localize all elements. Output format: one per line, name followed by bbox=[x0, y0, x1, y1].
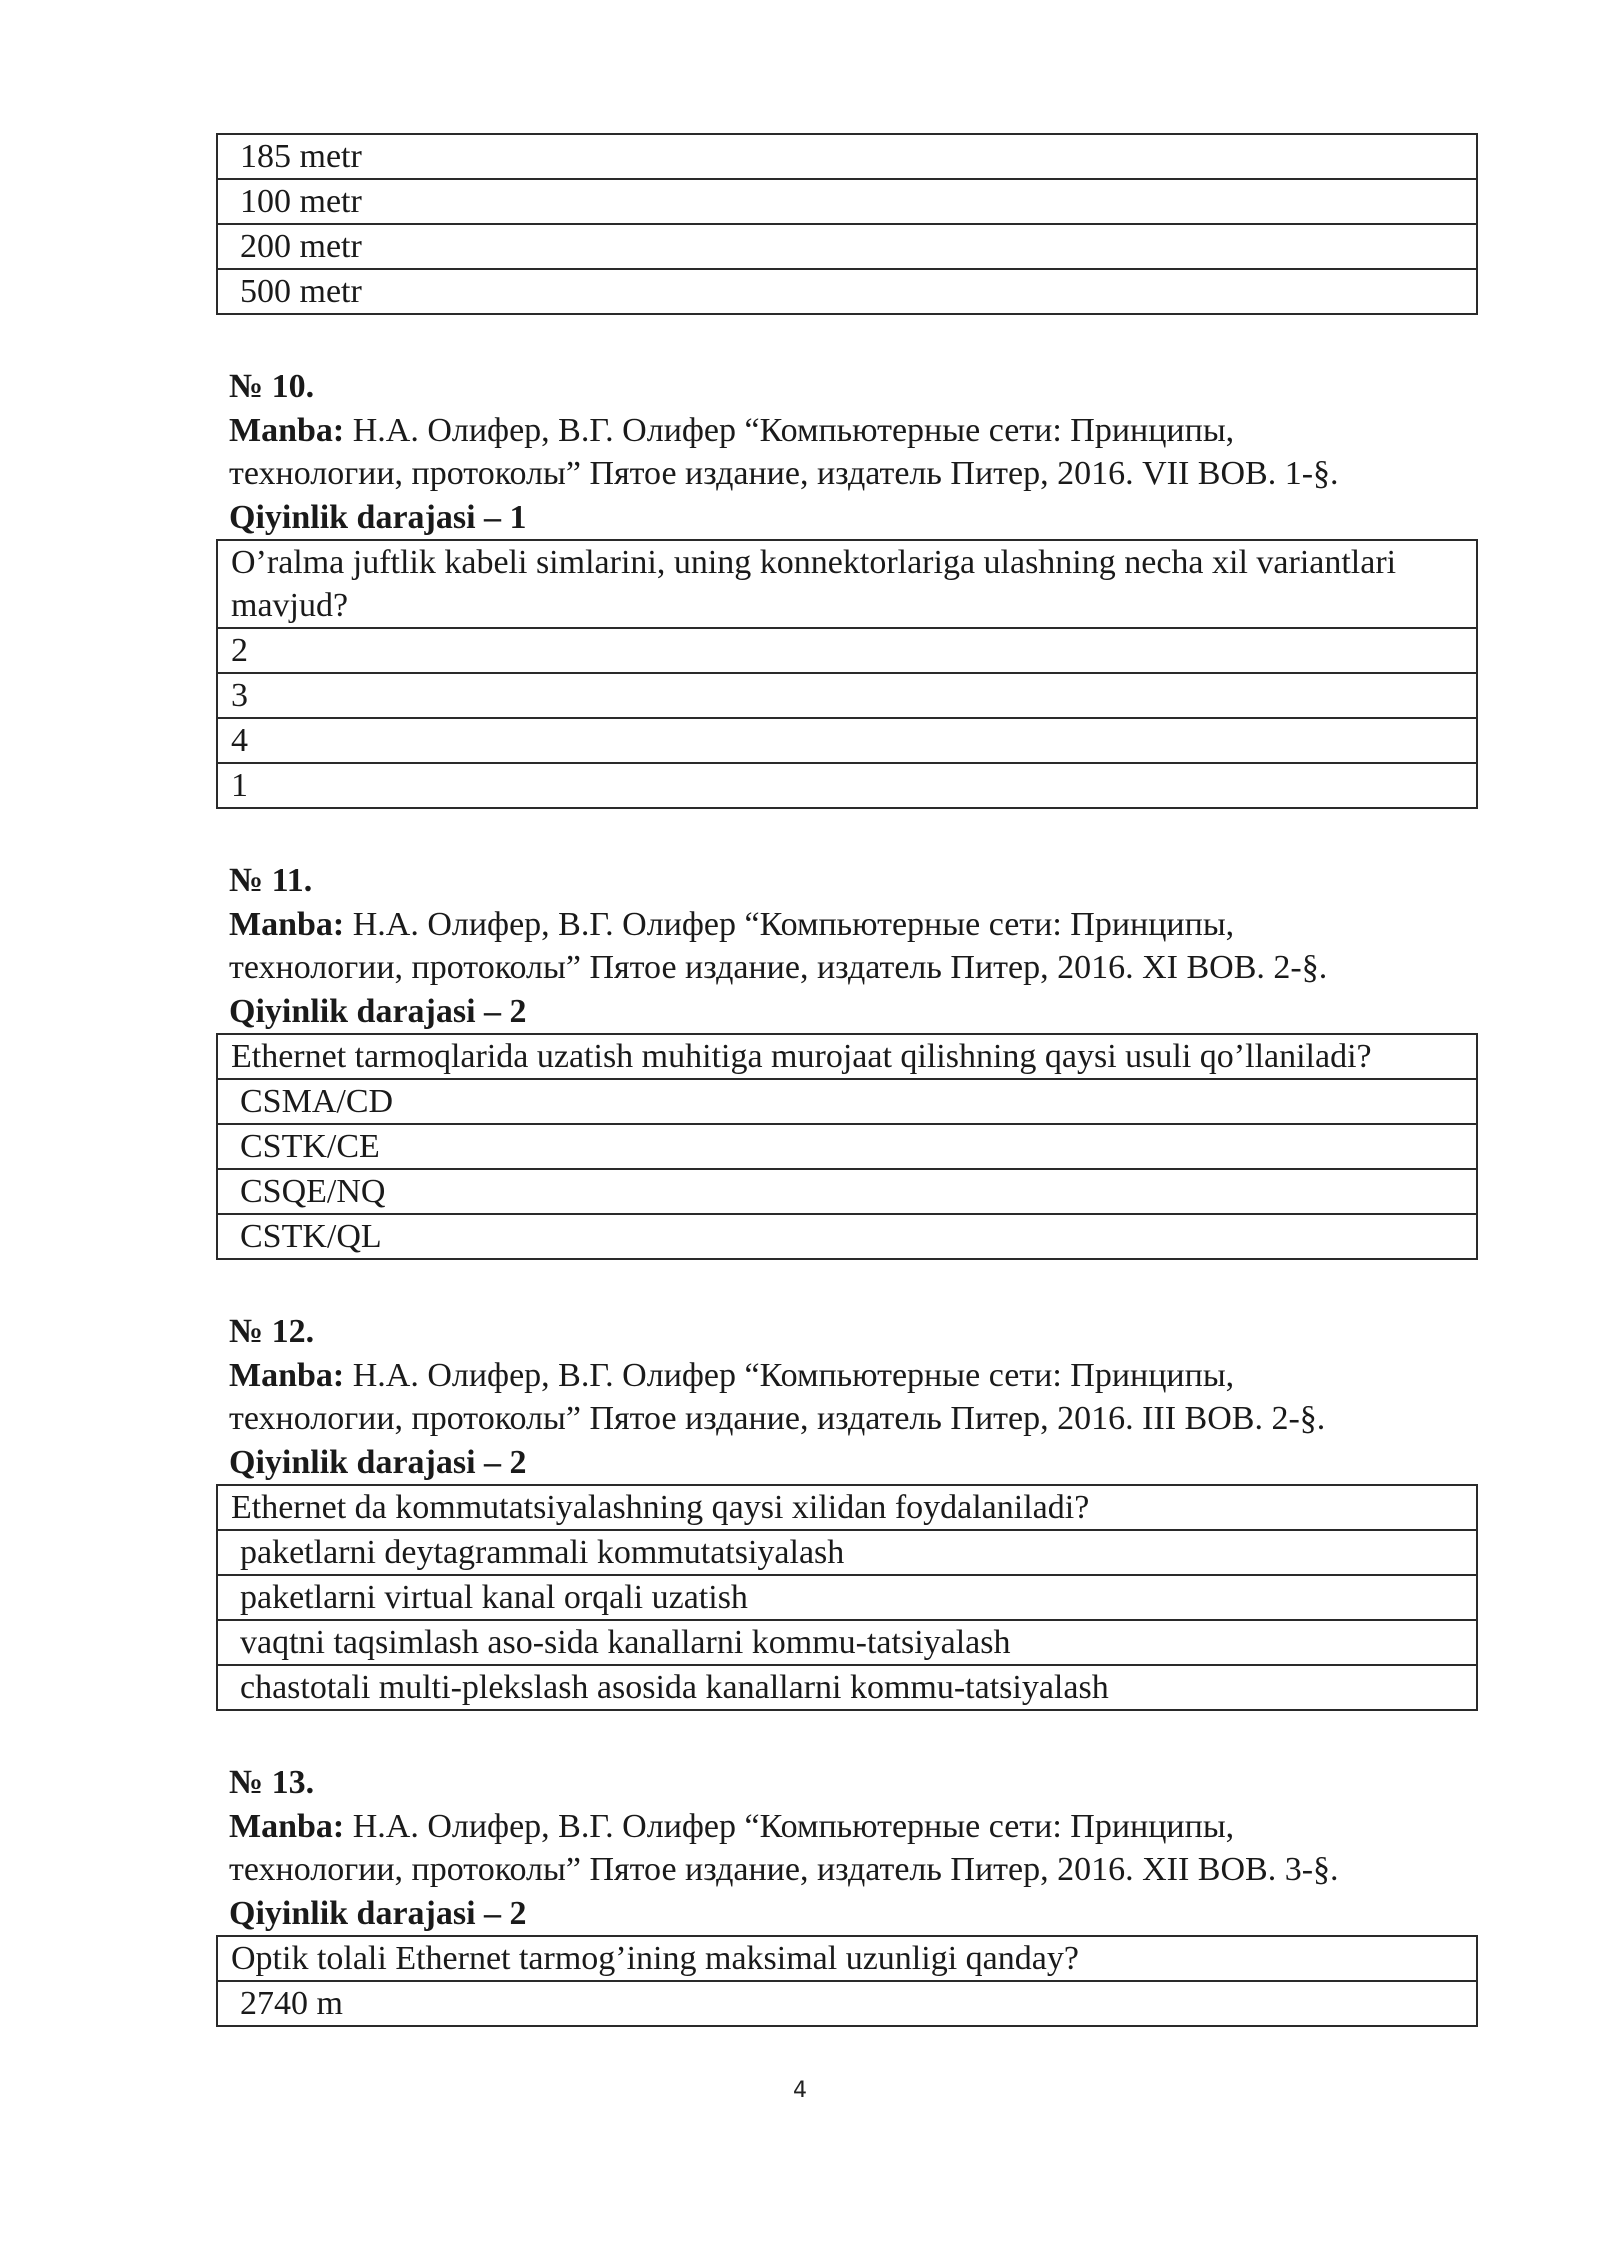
option-row bbox=[217, 763, 1477, 808]
question-table bbox=[216, 1484, 1478, 1711]
option-row bbox=[217, 1169, 1477, 1214]
option-row bbox=[217, 1575, 1477, 1620]
source-line bbox=[216, 409, 1478, 453]
option-cell: 500 metr bbox=[217, 269, 1477, 314]
option-row bbox=[217, 134, 1477, 179]
question-row bbox=[217, 540, 1477, 628]
option-cell: 185 metr bbox=[217, 134, 1477, 179]
option-row bbox=[217, 1124, 1477, 1169]
difficulty-level: Qiyinlik darajasi – 2 bbox=[229, 992, 527, 1030]
option-row bbox=[217, 718, 1477, 763]
option-cell: 100 metr bbox=[217, 179, 1477, 224]
question-text: O’ralma juftlik kabeli simlarini, uning konnektorlariga ulashning necha xil variantlari mavjud? bbox=[217, 540, 1477, 628]
question-number: № 13. bbox=[229, 1764, 315, 1801]
question-block-11 bbox=[216, 859, 1478, 1260]
source-line-continued: технологии, протоколы” Пятое издание, издатель Питер, 2016. III BOB. 2-§. bbox=[229, 1400, 1326, 1437]
question-text: Ethernet da kommutatsiyalashning qaysi xilidan foydalaniladi? bbox=[217, 1485, 1477, 1530]
option-cell: paketlarni deytagrammali kommutatsiyalash bbox=[217, 1530, 1477, 1575]
option-row bbox=[217, 1620, 1477, 1665]
question-table bbox=[216, 1935, 1478, 2027]
option-row bbox=[217, 1079, 1477, 1124]
question-block-10 bbox=[216, 365, 1478, 809]
option-cell: 3 bbox=[217, 673, 1477, 718]
option-cell: paketlarni virtual kanal orqali uzatish bbox=[217, 1575, 1477, 1620]
source-text: Н.А. Олифер, В.Г. Олифер “Компьютерные сети: Принципы, bbox=[352, 1356, 1235, 1394]
source-text: Н.А. Олифер, В.Г. Олифер “Компьютерные сети: Принципы, bbox=[352, 905, 1235, 943]
page-number: 4 bbox=[793, 2078, 807, 2103]
option-cell: 2 bbox=[217, 628, 1477, 673]
question-block-12 bbox=[216, 1310, 1478, 1711]
source-label: Manba: bbox=[229, 1807, 345, 1845]
options-table-previous bbox=[216, 133, 1478, 315]
question-block-13 bbox=[216, 1761, 1478, 2027]
question-row bbox=[217, 1936, 1477, 1981]
source-label: Manba: bbox=[229, 1356, 345, 1394]
option-row bbox=[217, 1530, 1477, 1575]
option-cell: CSTK/QL bbox=[217, 1214, 1477, 1259]
question-number: № 12. bbox=[229, 1313, 315, 1350]
option-cell: 4 bbox=[217, 718, 1477, 763]
source-text: Н.А. Олифер, В.Г. Олифер “Компьютерные сети: Принципы, bbox=[352, 411, 1235, 449]
source-label: Manba: bbox=[229, 411, 345, 449]
option-row bbox=[217, 224, 1477, 269]
question-text: Optik tolali Ethernet tarmog’ining maksimal uzunligi qanday? bbox=[217, 1936, 1477, 1981]
option-row bbox=[217, 1665, 1477, 1710]
option-row bbox=[217, 1981, 1477, 2026]
question-text: Ethernet tarmoqlarida uzatish muhitiga murojaat qilishning qaysi usuli qo’llaniladi? bbox=[217, 1034, 1477, 1079]
difficulty-level: Qiyinlik darajasi – 2 bbox=[229, 1443, 527, 1481]
option-row bbox=[217, 628, 1477, 673]
option-cell: vaqtni taqsimlash aso-sida kanallarni kommu-tatsiyalash bbox=[217, 1620, 1477, 1665]
question-number: № 10. bbox=[229, 368, 315, 405]
question-row bbox=[217, 1034, 1477, 1079]
difficulty-level: Qiyinlik darajasi – 2 bbox=[229, 1894, 527, 1932]
question-number: № 11. bbox=[229, 862, 313, 899]
source-label: Manba: bbox=[229, 905, 345, 943]
option-row bbox=[217, 269, 1477, 314]
question-table bbox=[216, 539, 1478, 809]
source-line-continued: технологии, протоколы” Пятое издание, издатель Питер, 2016. VII BOB. 1-§. bbox=[229, 455, 1339, 492]
option-cell: CSTK/CE bbox=[217, 1124, 1477, 1169]
option-cell: CSMA/CD bbox=[217, 1079, 1477, 1124]
source-line-continued: технологии, протоколы” Пятое издание, издатель Питер, 2016. XI BOB. 2-§. bbox=[229, 949, 1328, 986]
option-row bbox=[217, 179, 1477, 224]
option-cell: 1 bbox=[217, 763, 1477, 808]
option-cell: chastotali multi-plekslash asosida kanallarni kommu-tatsiyalash bbox=[217, 1665, 1477, 1710]
source-line bbox=[216, 903, 1478, 947]
difficulty-level: Qiyinlik darajasi – 1 bbox=[229, 498, 527, 536]
option-cell: 2740 m bbox=[217, 1981, 1477, 2026]
source-text: Н.А. Олифер, В.Г. Олифер “Компьютерные сети: Принципы, bbox=[352, 1807, 1235, 1845]
page-content bbox=[216, 133, 1478, 2027]
option-row bbox=[217, 1214, 1477, 1259]
source-line bbox=[216, 1805, 1478, 1849]
source-line bbox=[216, 1354, 1478, 1398]
option-row bbox=[217, 673, 1477, 718]
source-line-continued: технологии, протоколы” Пятое издание, издатель Питер, 2016. XII BOB. 3-§. bbox=[229, 1851, 1339, 1888]
question-table bbox=[216, 1033, 1478, 1260]
option-cell: CSQE/NQ bbox=[217, 1169, 1477, 1214]
option-cell: 200 metr bbox=[217, 224, 1477, 269]
question-row bbox=[217, 1485, 1477, 1530]
